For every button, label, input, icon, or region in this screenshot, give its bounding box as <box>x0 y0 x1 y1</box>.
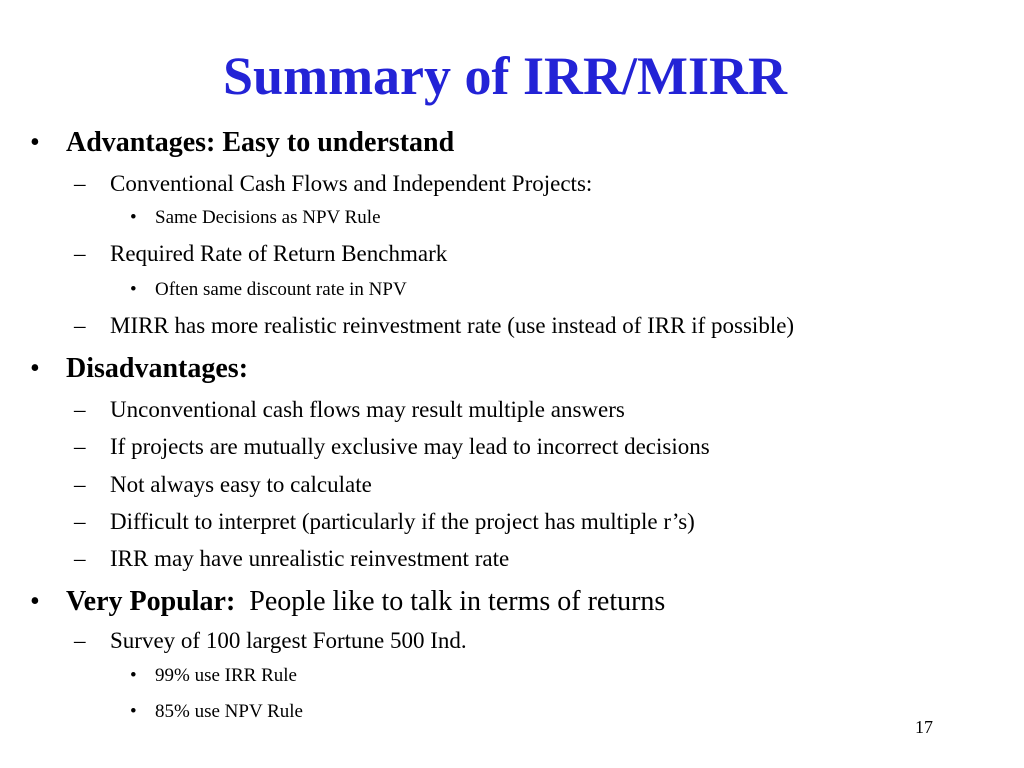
bullet-marker: • <box>130 701 137 722</box>
dash-marker: – <box>74 434 86 459</box>
bullet-text: Required Rate of Return Benchmark <box>110 241 448 266</box>
dash-marker: – <box>74 313 86 338</box>
bullet-text: Unconventional cash flows may result multiple answers <box>110 397 625 422</box>
bullet-marker: • <box>130 665 137 686</box>
dash-marker: – <box>74 472 86 497</box>
bullet-text: If projects are mutually exclusive may lead to incorrect decisions <box>110 434 710 459</box>
bullet-text: Conventional Cash Flows and Independent Projects: <box>110 171 593 196</box>
bullet-text: Difficult to interpret (particularly if the project has multiple r’s) <box>110 509 695 534</box>
dash-marker: – <box>74 546 86 571</box>
bullet-heading: Very Popular: <box>66 586 236 617</box>
bullet-text: Survey of 100 largest Fortune 500 Ind. <box>110 628 467 653</box>
bullet-text: IRR may have unrealistic reinvestment rate <box>110 546 510 571</box>
bullet-heading: Advantages: Easy to understand <box>66 127 455 158</box>
dash-marker: – <box>74 241 86 266</box>
dash-marker: – <box>74 397 86 422</box>
bullet-text: MIRR has more realistic reinvestment rate (use instead of IRR if possible) <box>110 313 795 338</box>
bullet-text: 85% use NPV Rule <box>155 701 303 722</box>
bullet-text: Often same discount rate in NPV <box>155 279 407 300</box>
bullet-marker: • <box>30 353 40 384</box>
slide-title: Summary of IRR/MIRR <box>223 46 787 106</box>
bullet-marker: • <box>30 127 40 158</box>
bullet-text: Same Decisions as NPV Rule <box>155 207 381 228</box>
bullet-marker: • <box>130 279 137 300</box>
dash-marker: – <box>74 509 86 534</box>
page-number: 17 <box>915 717 933 737</box>
bullet-marker: • <box>130 207 137 228</box>
bullet-text: 99% use IRR Rule <box>155 665 297 686</box>
dash-marker: – <box>74 628 86 653</box>
bullet-text: People like to talk in terms of returns <box>249 586 666 617</box>
bullet-heading: Disadvantages: <box>66 353 249 384</box>
bullet-marker: • <box>30 586 40 617</box>
bullet-text: Not always easy to calculate <box>110 472 372 497</box>
dash-marker: – <box>74 171 86 196</box>
